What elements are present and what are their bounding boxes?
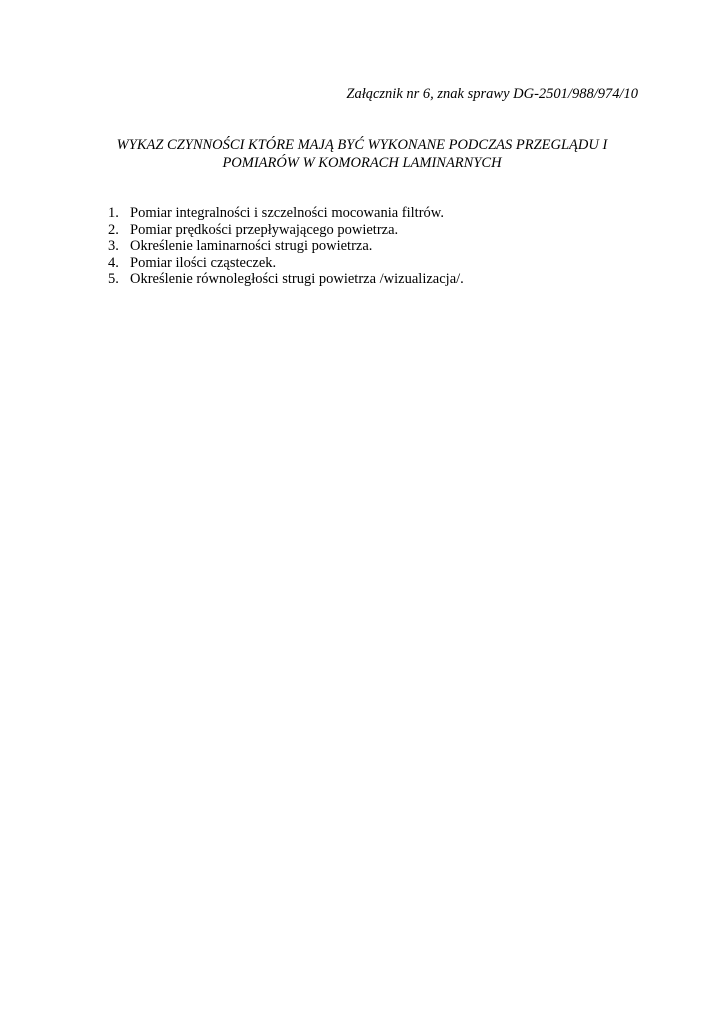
list-item bbox=[108, 222, 464, 239]
title-line-2: POMIARÓW W KOMORACH LAMINARNYCH bbox=[222, 155, 502, 171]
title-line-1: WYKAZ CZYNNOŚCI KTÓRE MAJĄ BYĆ WYKONANE PODCZAS PRZEGLĄDU I bbox=[116, 137, 608, 153]
list-item-text: Pomiar integralności i szczelności mocowania filtrów. bbox=[130, 205, 444, 221]
list-item bbox=[108, 238, 464, 255]
list-item bbox=[108, 205, 464, 222]
list-item-number: 4. bbox=[108, 254, 119, 271]
list-item-number: 1. bbox=[108, 205, 119, 221]
list-item-number: 2. bbox=[108, 221, 119, 238]
task-list bbox=[108, 205, 464, 288]
list-item-text: Określenie laminarności strugi powietrza. bbox=[130, 238, 373, 254]
list-item-number: 3. bbox=[108, 238, 119, 254]
list-item bbox=[108, 255, 464, 272]
annex-reference: Załącznik nr 6, znak sprawy DG-2501/988/974/10 bbox=[346, 86, 638, 102]
list-item-text: Określenie równoległości strugi powietrza /wizualizacja/. bbox=[130, 271, 464, 287]
list-item-text: Pomiar prędkości przepływającego powietrza. bbox=[130, 221, 399, 238]
list-item-number: 5. bbox=[108, 271, 119, 287]
document-title bbox=[90, 136, 634, 172]
list-item-text: Pomiar ilości cząsteczek. bbox=[130, 254, 277, 271]
list-item bbox=[108, 271, 464, 288]
